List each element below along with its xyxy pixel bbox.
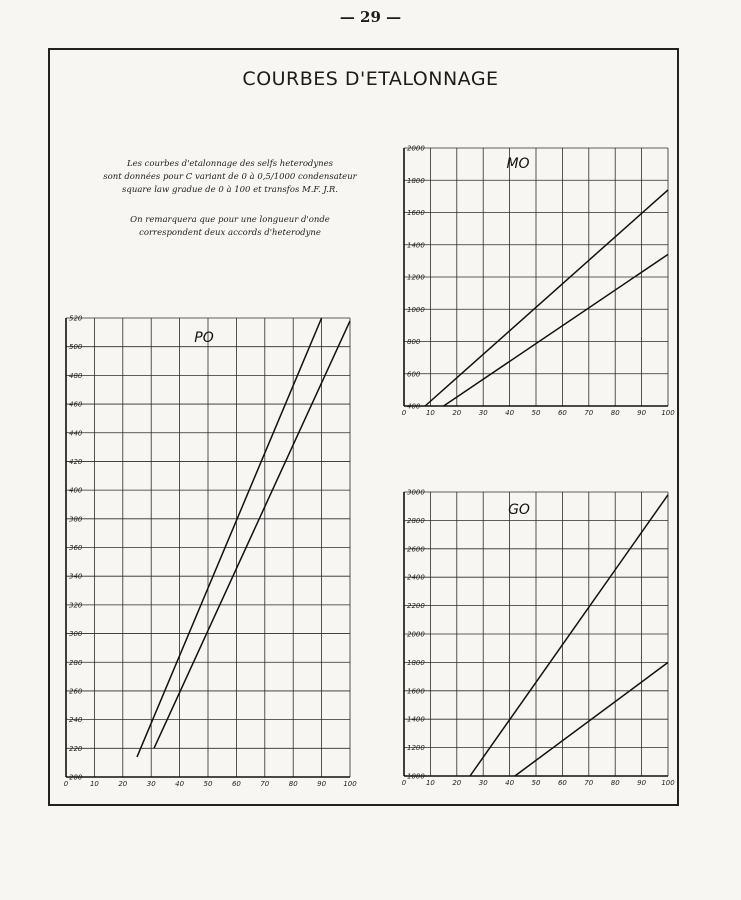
go-y-tick-label: 3000 bbox=[407, 488, 425, 497]
go-y-tick-label: 1400 bbox=[407, 715, 425, 724]
po-y-tick-label: 320 bbox=[69, 601, 83, 610]
mo-x-tick-label: 70 bbox=[584, 409, 594, 417]
po-y-tick-label: 460 bbox=[69, 400, 83, 409]
mo-x-tick-label: 60 bbox=[557, 409, 567, 417]
po-chart-title: PO bbox=[194, 330, 214, 346]
po-y-tick-label: 260 bbox=[69, 687, 83, 696]
calibration-note bbox=[80, 158, 380, 197]
po-y-tick-label: 360 bbox=[69, 544, 83, 552]
go-x-tick-label: 40 bbox=[505, 779, 515, 787]
mo-chart-title: MO bbox=[506, 156, 530, 172]
mo-x-tick-label: 80 bbox=[610, 409, 620, 417]
go-y-tick-label: 1600 bbox=[407, 687, 425, 696]
po-y-tick-label: 440 bbox=[69, 429, 83, 438]
mo-y-tick-label: 1600 bbox=[407, 209, 425, 217]
note-line: square law gradue de 0 à 100 et transfos M.F. J.R. bbox=[122, 185, 338, 195]
mo-x-tick-label: 10 bbox=[425, 409, 435, 417]
go-y-tick-label: 2200 bbox=[407, 602, 425, 611]
po-y-tick-label: 520 bbox=[69, 314, 83, 323]
po-x-tick-label: 20 bbox=[118, 780, 128, 788]
po-x-tick-label: 60 bbox=[231, 780, 241, 788]
note-line: correspondent deux accords d'heterodyne bbox=[139, 228, 321, 238]
po-y-tick-label: 340 bbox=[69, 572, 83, 581]
go-x-tick-label: 90 bbox=[637, 779, 647, 787]
po-y-tick-label: 200 bbox=[69, 773, 83, 782]
po-x-tick-label: 40 bbox=[175, 780, 185, 788]
po-y-tick-label: 400 bbox=[69, 486, 83, 495]
go-x-tick-label: 80 bbox=[610, 779, 620, 787]
po-y-tick-label: 480 bbox=[69, 371, 83, 380]
go-chart-title: GO bbox=[508, 502, 530, 518]
go-y-tick-label: 1800 bbox=[407, 658, 425, 667]
page-number: — 29 — bbox=[339, 8, 402, 26]
go-y-tick-label: 1200 bbox=[407, 744, 425, 753]
mo-chart bbox=[401, 144, 675, 417]
go-y-tick-label: 1000 bbox=[407, 772, 425, 781]
mo-y-tick-label: 800 bbox=[407, 338, 421, 346]
mo-x-tick-label: 30 bbox=[478, 409, 488, 417]
go-grid bbox=[404, 492, 668, 776]
mo-x-tick-label: 50 bbox=[531, 409, 541, 417]
po-x-tick-label: 80 bbox=[288, 780, 298, 788]
po-x-tick-label: 30 bbox=[146, 780, 156, 788]
mo-y-tick-label: 1400 bbox=[407, 241, 425, 250]
po-y-tick-label: 280 bbox=[69, 658, 83, 667]
po-y-tick-label: 420 bbox=[69, 457, 83, 466]
mo-y-tick-label: 1800 bbox=[407, 176, 425, 185]
mo-y-tick-label: 400 bbox=[407, 402, 421, 411]
po-series-2-line bbox=[154, 321, 350, 748]
go-y-tick-label: 2800 bbox=[407, 516, 425, 525]
mo-grid bbox=[404, 148, 668, 406]
go-y-tick-label: 2000 bbox=[407, 630, 425, 639]
mo-x-tick-label: 0 bbox=[401, 409, 407, 417]
go-x-tick-label: 60 bbox=[557, 779, 567, 787]
go-x-tick-label: 30 bbox=[478, 779, 488, 787]
go-x-tick-label: 100 bbox=[661, 779, 675, 787]
note-line: sont données pour C variant de 0 à 0,5/1000 condensateur bbox=[103, 172, 357, 182]
po-x-tick-label: 100 bbox=[343, 780, 357, 788]
mo-x-tick-label: 100 bbox=[661, 409, 675, 417]
note-line: On remarquera que pour une longueur d'onde bbox=[130, 215, 330, 225]
po-x-tick-label: 10 bbox=[89, 780, 99, 788]
note-line: Les courbes d'etalonnage des selfs heterodynes bbox=[126, 159, 334, 169]
mo-x-tick-label: 20 bbox=[452, 409, 462, 417]
page-title: COURBES D'ETALONNAGE bbox=[242, 68, 499, 90]
po-x-tick-label: 70 bbox=[260, 780, 270, 788]
mo-y-tick-label: 1000 bbox=[407, 305, 425, 314]
mo-x-tick-label: 40 bbox=[505, 409, 515, 417]
go-x-tick-label: 10 bbox=[425, 779, 435, 787]
go-y-tick-label: 2400 bbox=[407, 573, 425, 582]
po-x-tick-label: 90 bbox=[317, 780, 327, 788]
go-x-tick-label: 0 bbox=[401, 779, 407, 787]
po-grid bbox=[66, 318, 350, 777]
po-y-tick-label: 380 bbox=[69, 515, 83, 524]
go-x-tick-label: 20 bbox=[452, 779, 462, 787]
mo-y-tick-label: 600 bbox=[407, 370, 421, 379]
mo-x-tick-label: 90 bbox=[637, 409, 647, 417]
go-y-tick-label: 2600 bbox=[407, 545, 425, 554]
po-y-tick-label: 220 bbox=[69, 744, 83, 753]
po-chart bbox=[63, 314, 357, 788]
po-x-tick-label: 0 bbox=[63, 780, 69, 788]
mo-y-tick-label: 1200 bbox=[407, 273, 425, 282]
go-x-tick-label: 50 bbox=[531, 779, 541, 787]
po-x-tick-label: 50 bbox=[203, 780, 213, 788]
mo-y-tick-label: 2000 bbox=[407, 144, 425, 153]
go-chart bbox=[401, 488, 675, 787]
po-y-tick-label: 300 bbox=[69, 630, 83, 639]
go-series-1-line bbox=[470, 495, 668, 776]
po-y-tick-label: 500 bbox=[69, 343, 83, 352]
po-y-tick-label: 240 bbox=[69, 716, 83, 725]
remark-note bbox=[80, 214, 380, 240]
go-x-tick-label: 70 bbox=[584, 779, 594, 787]
